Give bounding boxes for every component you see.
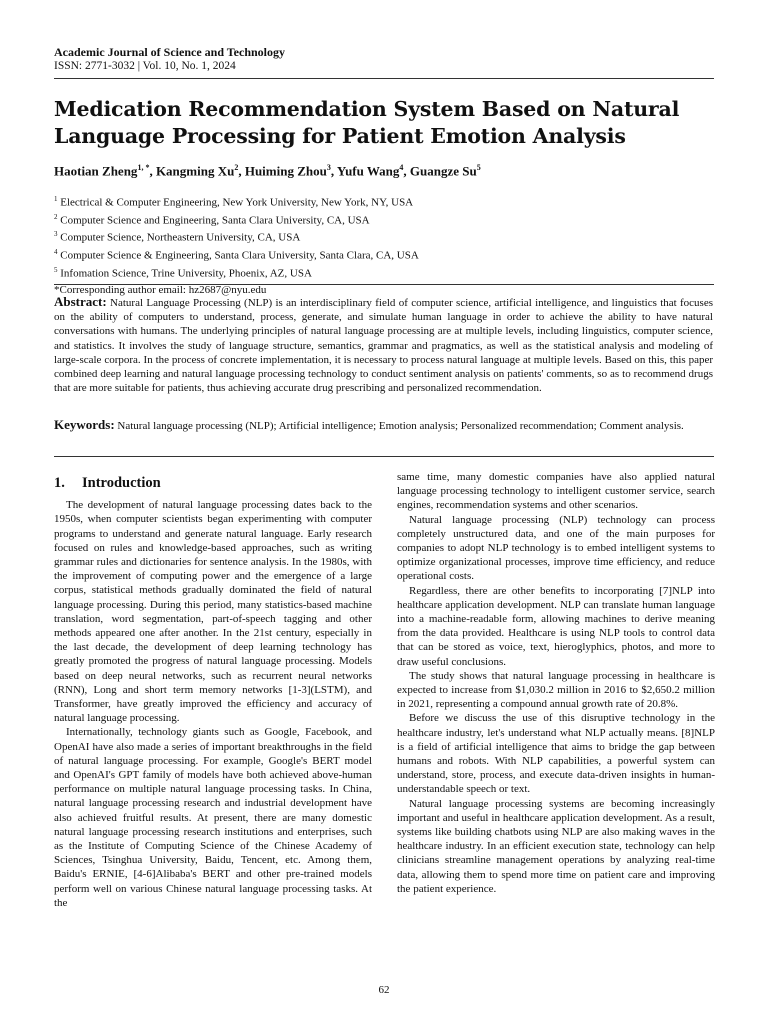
- section-number: 1.: [54, 475, 65, 491]
- body-paragraph: Regardless, there are other benefits to incorporating [7]NLP into healthcare application development. NLP can translate human language into a machine-readable form, allowing machines to derive meaning from the data provided. Healthcare is using NLP tools to control data that can be stored as voice, text, hieroglyphics, photos, and more to draw useful conclusions.: [397, 584, 715, 668]
- keywords-text: Natural language processing (NLP); Artificial intelligence; Emotion analysis; Personalized recommendation; Comment analysis.: [117, 420, 684, 432]
- abstract-label: Abstract:: [54, 294, 107, 309]
- body-paragraph: Internationally, technology giants such as Google, Facebook, and OpenAI have also made a series of important breakthroughs in the field of natural language processing. For example, Google's BERT model and OpenAI's GPT family of models have both achieved above-human performance on multiple natural language processing tasks. In China, natural language processing research and industrial development have also achieved fruitful results. At present, there are many domestic natural language processing research institutions and enterprises, such as the Institute of Computing Science of the Chinese Academy of Sciences, Tsinghua University, Baidu, Tencent, etc. Among them, Baidu's ERNIE, [4-6]Alibaba's BERT and other pre-trained models perform well on various Chinese natural language processing tasks. At the: [54, 726, 372, 909]
- journal-name: Academic Journal of Science and Technology: [54, 45, 286, 59]
- affiliation-text: Computer Science, Northeastern University, CA, USA: [60, 231, 301, 244]
- affiliation-item: [54, 245, 419, 263]
- header-divider: [54, 78, 714, 79]
- affiliation-text: Computer Science and Engineering, Santa Clara University, CA, USA: [60, 214, 370, 227]
- affiliation-item: [54, 263, 419, 281]
- body-paragraph: The study shows that natural language processing in healthcare is expected to increase from $1,030.2 million in 2016 to $2,650.2 million in 2021, representing a compound annual growth rate of 20.8%.: [397, 669, 715, 711]
- author-name: Yufu Wang: [336, 163, 400, 179]
- author-list: Haotian Zheng$^{1, *}$, Kangming Xu$^2$, Huiming Zhou$^3$, Yufu Wang$^4$, Guangze Su$^5$: [54, 163, 481, 179]
- author-name: Guangze Su: [409, 163, 477, 179]
- abstract: [54, 295, 713, 395]
- affiliation-text: Infomation Science, Trine University, Phoenix, AZ, USA: [60, 267, 312, 280]
- corresponding-author: *Corresponding author email: hz2687@nyu.edu: [54, 284, 267, 297]
- right-column: [397, 470, 715, 896]
- affiliation-item: [54, 227, 419, 245]
- body-paragraph: Before we discuss the use of this disruptive technology in the healthcare industry, let's understand what NLP actually means. [8]NLP is a field of artificial intelligence that aims to bridge the gap between humans and robots. With NLP capabilities, a powerful system can understand, store, process, and execute data-driven insights in human-understandable speech or text.: [397, 712, 715, 796]
- author-affil-mark: 5: [476, 163, 481, 172]
- author-name: Haotian Zheng: [54, 163, 138, 179]
- body-paragraph: The development of natural language processing dates back to the 1950s, when computer scientists began experimenting with computer programs to understand and generate natural language. Early research focused on rules and knowledge-based approaches, such as writing grammar rules and dictionaries for sentence analysis. In the 1980s, with the improvement of computing power and the emergence of a large corpus, statistical methods gradually dominated the field of natural language processing. During this period, many statistics-based machine translation, word segmentation, part-of-speech tagging and other methods appeared one after another. In the 21st century, especially in the last decade, the development of deep learning technology has greatly promoted the progress of natural language processing. Models based on deep neural networks, such as recurrent neural networks (RNN), Long and short term memory networks [1-3](LSTM), and Transformer, have greatly improved the efficiency and accuracy of natural language processing.: [54, 499, 372, 725]
- author-affil-mark: 1, *: [137, 163, 150, 172]
- author-affil-mark: 2: [234, 163, 239, 172]
- affiliation-item: [54, 210, 419, 228]
- affiliation-mark: 5: [54, 265, 58, 274]
- author-affil-mark: 4: [399, 163, 404, 172]
- affiliation-mark: 4: [54, 247, 58, 256]
- affiliation-text: Computer Science & Engineering, Santa Clara University, Santa Clara, CA, USA: [60, 249, 419, 262]
- journal-issn: ISSN: 2771-3032 | Vol. 10, No. 1, 2024: [54, 60, 236, 72]
- affiliation-item: [54, 192, 419, 210]
- body-paragraph: Natural language processing systems are becoming increasingly important and useful in healthcare application development. As a result, systems like building chatbots using NLP are also making waves in the healthcare industry. In an efficient execution state, technology can help clinicians streamline management operations by analyzing real-time data, allowing them to spend more time on patient care and improving the patient experience.: [397, 797, 715, 895]
- affiliation-mark: 1: [54, 195, 58, 203]
- affiliation-mark: 2: [54, 212, 58, 221]
- abstract-text: Natural Language Processing (NLP) is an interdisciplinary field of computer science, artificial intelligence, and linguistics that focuses on the ability of computers to understand, process, generate, and simulate human language in order to achieve the ability to have natural conversations with humans. The underlying principles of natural language processing are at multiple levels, including linguistics, computer science, and statistics. It involves the study of language structure, semantics, grammar and pragmatics, as well as the statistical analysis and modeling of large-scale corpora. In the process of concrete implementation, it is necessary to process natural language at multiple levels. Based on this, this paper combined deep learning and natural language processing technology to conduct sentiment analysis on patients' comments, so as to recommend drugs that are more suitable for patients, thus achieving accurate drug prescribing and personalized recommendation.: [54, 297, 714, 395]
- body-paragraph: same time, many domestic companies have also applied natural language processing technology to intelligent customer service, search engines, recommendation systems and other scenarios.: [397, 471, 715, 512]
- author-affil-mark: 3: [326, 163, 331, 172]
- abstract-top-divider: [54, 284, 714, 285]
- keywords-label: Keywords:: [54, 417, 115, 432]
- paper-title: Medication Recommendation System Based on Natural Language Processing for Patient Emotion Analysis: [54, 97, 680, 148]
- journal-header: [54, 45, 285, 73]
- section-title: Introduction: [82, 475, 161, 491]
- author-name: Huiming Zhou: [244, 163, 327, 179]
- author-name: Kangming Xu: [155, 163, 235, 179]
- page-number: 62: [378, 984, 390, 996]
- left-column: [54, 470, 372, 910]
- keywords: [54, 418, 713, 433]
- body-paragraph: Natural language processing (NLP) technology can process completely unstructured data, and one of the main purposes for companies to adopt NLP technology is to embed intelligent systems to optimize organizational processes, improve time efficiency, and reduce operational costs.: [397, 513, 715, 583]
- body-divider: [54, 456, 714, 457]
- affiliation-mark: 3: [54, 230, 58, 239]
- section-heading: [54, 476, 372, 490]
- affiliation-text: Electrical & Computer Engineering, New York University, New York, NY, USA: [60, 196, 414, 209]
- affiliation-list: [54, 192, 419, 297]
